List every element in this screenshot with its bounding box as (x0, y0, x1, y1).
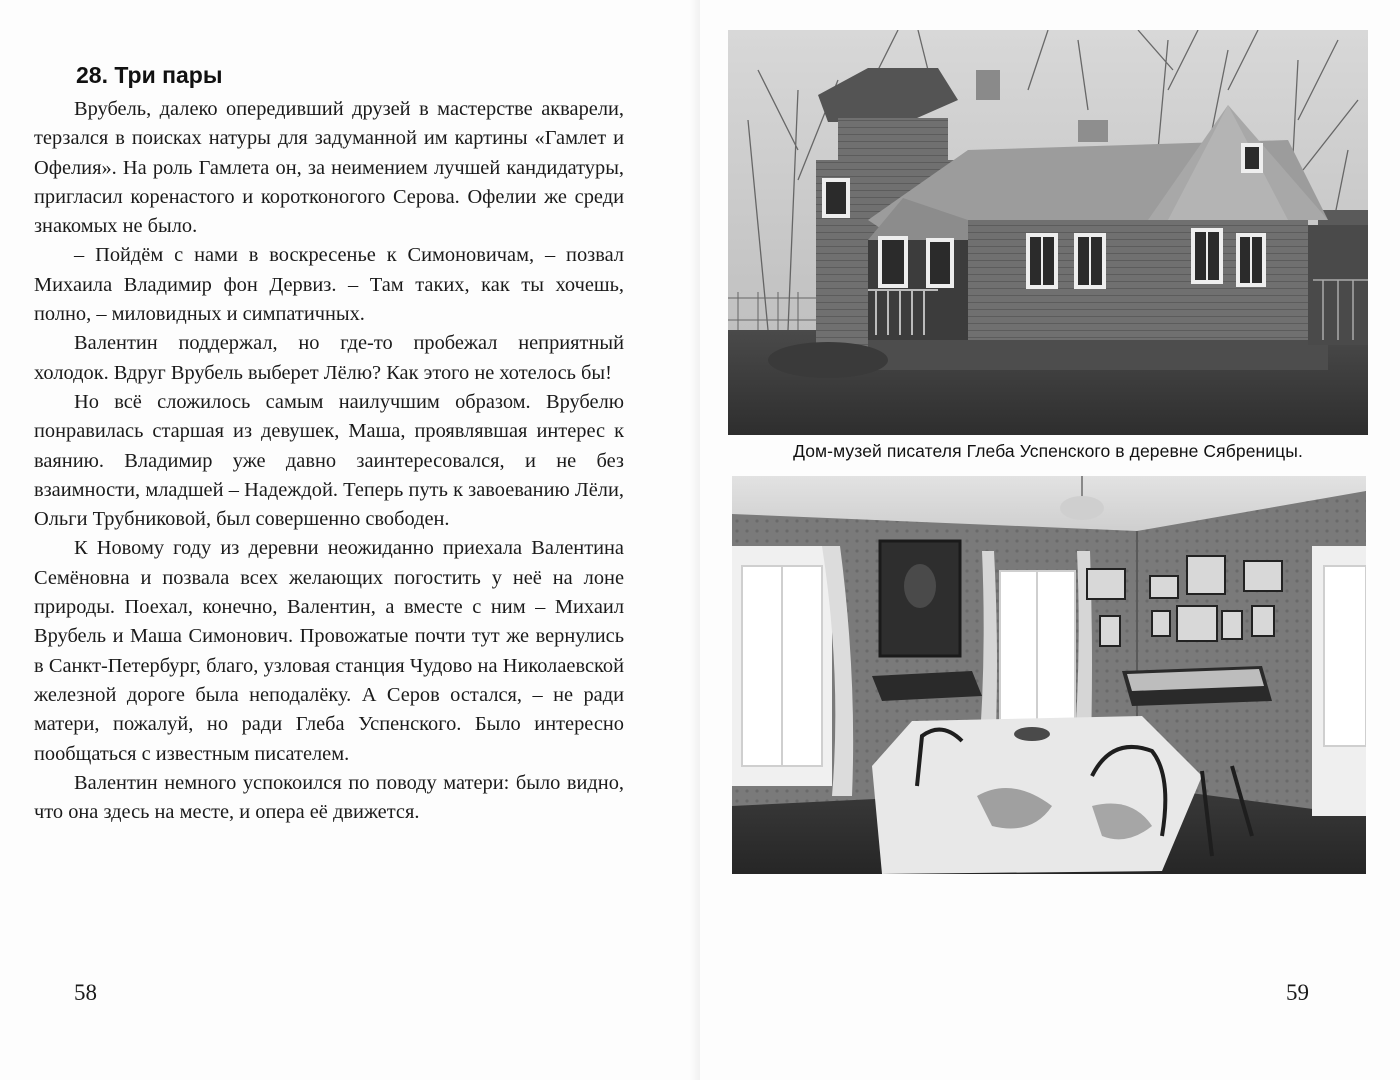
page-number-left: 58 (74, 980, 97, 1005)
house-photo (728, 30, 1368, 435)
paragraph: К Новому году из деревни неожиданно приехала Валентина Семёновна и позвала всех желающих погостить у неё на лоне природы. Поехал, конечно, Валентин, а вместе с ним – Михаил Врубель и Маша Симонович. Провожатые почти тут же вернулись в Санкт-Петербург, благо, узловая станция Чудово на Николаевской железной дороге была неподалёку. А Серов остался, – не ради матери, пожалуй, но ради Глеба Успенского. Было интересно пообщаться с известным писателем. (34, 537, 624, 765)
paragraph: Врубель, далеко опередивший друзей в мастерстве акварели, терзался в поисках натуры для задуманной им картины «Гамлет и Офелия». На роль Гамлета он, за неимением лучшей кандидатуры, пригласил коренастого и коротконогого Серова. Офелии же среди знакомых не было. (34, 98, 624, 238)
paragraph: – Пойдём с нами в воскресенье к Симоновичам, – позвал Михаила Владимир фон Дервиз. – Там таких, как ты хочешь, полно, – миловидных и симпатичных. (34, 244, 624, 326)
chapter-title: 28. Три пары (76, 62, 223, 88)
interior-photo (732, 476, 1366, 874)
body-text (34, 95, 624, 827)
right-page (700, 0, 1400, 1080)
paragraph: Но всё сложилось самым наилучшим образом. Врубелю понравилась старшая из девушек, Маша, проявлявшая интерес к ваянию. Владимир уже давно заинтересовался, и не без взаимности, младшей – Надеждой. Теперь путь к завоеванию Лёли, Ольги Трубниковой, был совершенно свободен. (34, 390, 624, 531)
page-number-right: 59 (1286, 980, 1309, 1005)
paragraph: Валентин немного успокоился по поводу матери: было видно, что она здесь на месте, и опера её движется. (34, 771, 624, 824)
photo-caption: Дом-музей писателя Глеба Успенского в деревне Сябреницы. (793, 441, 1303, 461)
paragraph: Валентин поддержал, но где-то пробежал неприятный холодок. Вдруг Врубель выберет Лёлю? Как этого не хотелось бы! (34, 332, 624, 384)
